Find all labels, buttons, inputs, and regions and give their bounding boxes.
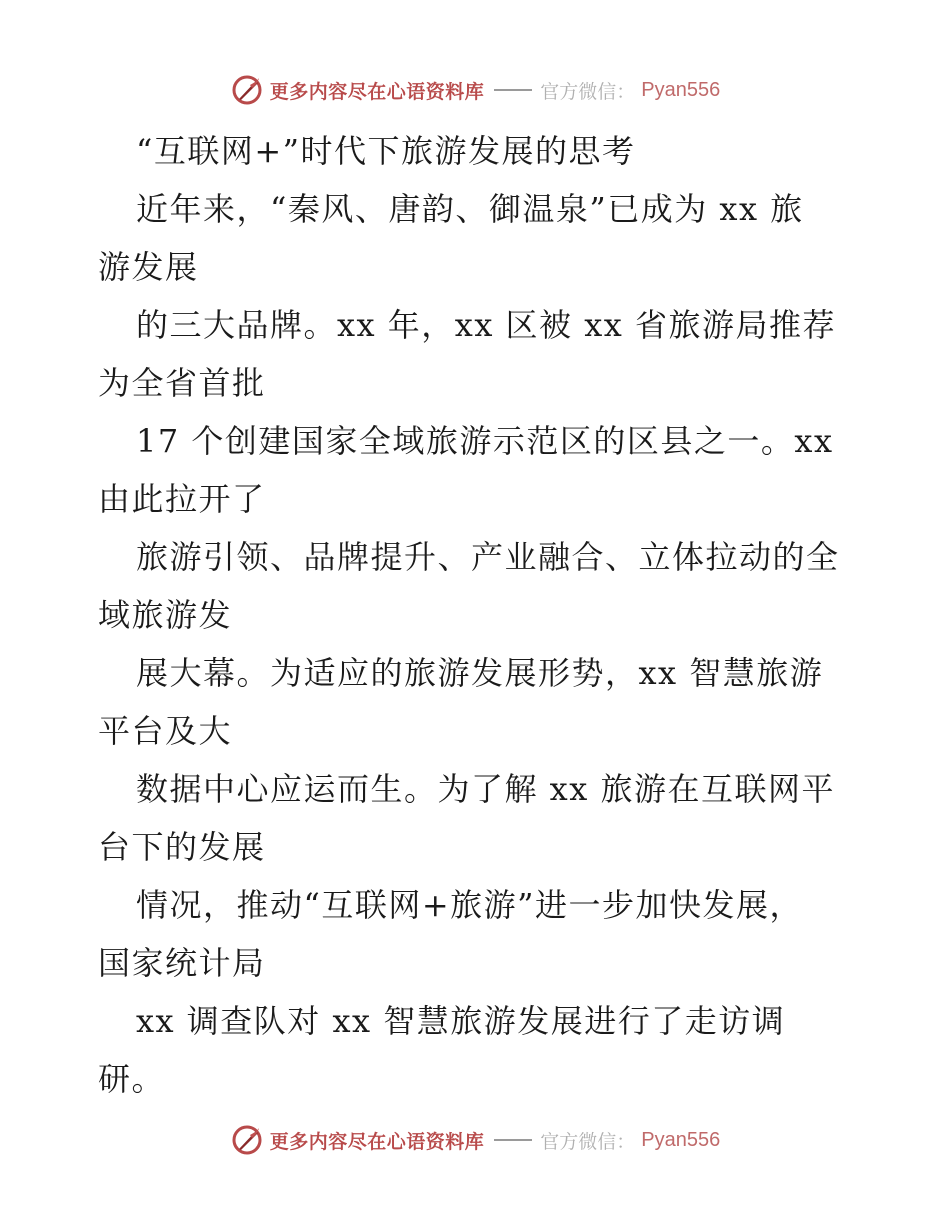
body-line: 旅游引领、品牌提升、产业融合、立体拉动的全 (136, 538, 840, 576)
body-line: xx 调查队对 xx 智慧旅游发展进行了走访调 (136, 1002, 786, 1040)
body-line: 国家统计局 (98, 944, 266, 982)
banner-dash-divider (494, 89, 532, 91)
header-banner (0, 70, 950, 110)
banner-sub-text: 官方微信： (540, 1130, 636, 1153)
quill-pen-logo-icon (230, 1123, 264, 1157)
body-line: 台下的发展 (98, 828, 266, 866)
body-line: 平台及大 (98, 712, 233, 750)
body-line: 研。 (98, 1060, 166, 1098)
body-line: 近年来，“秦风、唐韵、御温泉”已成为 xx 旅 (136, 190, 804, 228)
body-line: 域旅游发 (98, 596, 233, 634)
banner-account-id: Pyan556 (641, 1128, 721, 1151)
banner-main-text: 更多内容尽在心语资料库 (269, 80, 485, 103)
body-line: 数据中心应运而生。为了解 xx 旅游在互联网平 (136, 770, 835, 808)
body-line: 情况，推动“互联网+旅游”进一步加快发展， (136, 886, 804, 924)
quill-pen-logo-icon (230, 73, 264, 107)
banner-dash-divider (494, 1139, 532, 1141)
body-line: 的三大品牌。xx 年，xx 区被 xx 省旅游局推荐 (136, 306, 836, 344)
banner-main-text: 更多内容尽在心语资料库 (269, 1130, 485, 1153)
document-body (98, 122, 858, 1108)
banner-account-id: Pyan556 (641, 78, 721, 101)
body-line: 为全省首批 (98, 364, 266, 402)
body-line: 游发展 (98, 248, 199, 286)
body-line: 由此拉开了 (98, 480, 266, 518)
document-title: “互联网+”时代下旅游发展的思考 (136, 132, 636, 170)
body-line: 17 个创建国家全域旅游示范区的区县之一。xx (136, 422, 834, 460)
banner-sub-text: 官方微信： (540, 80, 636, 103)
footer-banner (0, 1120, 950, 1160)
body-line: 展大幕。为适应的旅游发展形势，xx 智慧旅游 (136, 654, 824, 692)
